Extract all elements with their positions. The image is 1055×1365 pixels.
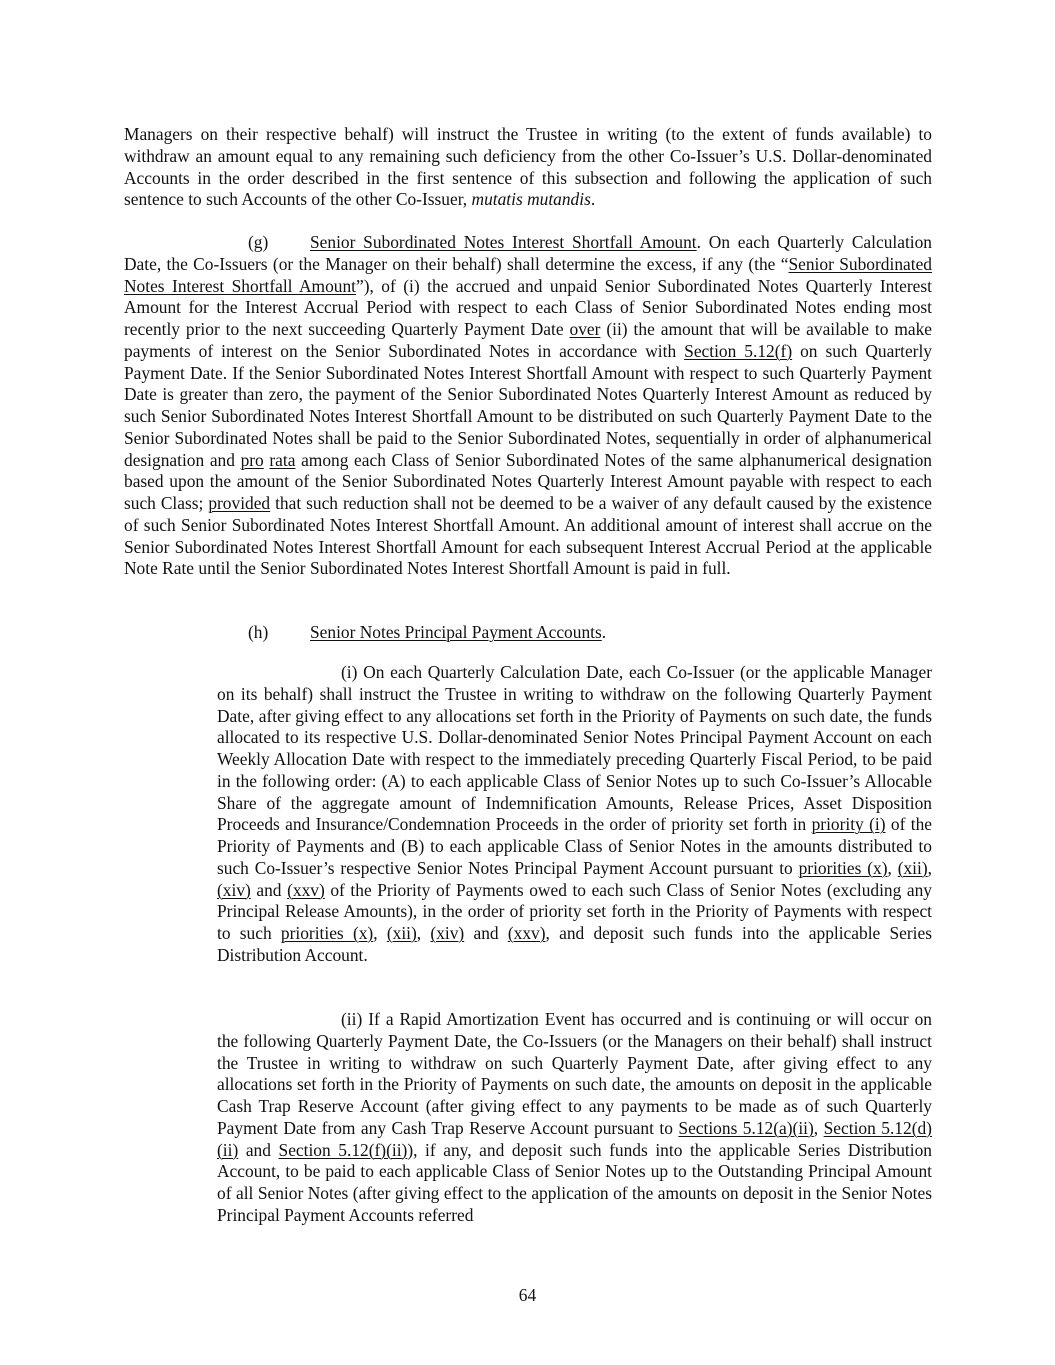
section-reference: Sections 5.12(a)(ii) [678, 1117, 814, 1138]
priority-reference: (xxv) [507, 923, 546, 943]
defined-term: Senior Subordinated Notes Interest Shortfall Amount [124, 253, 932, 296]
priority-reference: priorities (x) [798, 857, 888, 878]
section-g-heading: Senior Subordinated Notes Interest Shortfall Amount [310, 232, 697, 252]
section-h-heading-paragraph: (h) Senior Notes Principal Payment Accounts. [248, 622, 607, 642]
priority-reference: priority (i) [811, 814, 886, 835]
priority-reference: (xiv) [217, 879, 251, 900]
section-g-paragraph: (g) Senior Subordinated Notes Interest Shortfall Amount. On each Quarterly Calculation Date, the Co-Issuers (or the Manager on their behalf) shall determine the excess, if any (the “Senior Subordinated Notes Interest Shortfall Amount”), of (i) the accrued and unpaid Senior Subordinated Notes Quarterly Interest Amount for the Interest Accrual Period with respect to each Class of Senior Subordinated Notes ending most recently prior to the next succeeding Quarterly Payment Date over (ii) the amount that will be available to make payments of interest on the Senior Subordinated Notes in accordance with Section 5.12(f) on such Quarterly Payment Date. If the Senior Subordinated Notes Interest Shortfall Amount with respect to such Quarterly Payment Date is greater than zero, the payment of the Senior Subordinated Notes Quarterly Interest Amount as reduced by such Senior Subordinated Notes Interest Shortfall Amount to be distributed on such Quarterly Payment Date to the Senior Subordinated Notes shall be paid to the Senior Subordinated Notes, sequentially in order of alphanumerical designation and pro rata among each Class of Senior Subordinated Notes of the same alphanumerical designation based upon the amount of the Senior Subordinated Notes Quarterly Interest Amount payable with respect to each such Class; provided that such reduction shall not be deemed to be a waiver of any default caused by the existence of such Senior Subordinated Notes Interest Shortfall Amount. An additional amount of interest shall accrue on the Senior Subordinated Notes Interest Shortfall Amount for each subsequent Interest Accrual Period at the applicable Note Rate until the Senior Subordinated Notes Interest Shortfall Amount is paid in full. [124, 232, 932, 579]
italic-phrase: mutatis mutandis [471, 189, 591, 210]
underlined-word: over [569, 319, 601, 339]
section-h-ii-paragraph: (ii) If a Rapid Amortization Event has occurred and is continuing or will occur on the following Quarterly Payment Date, the Co-Issuers (or the Managers on their behalf) shall instruct the Trustee in writing to withdraw on such Quarterly Payment Date, after giving effect to any allocations set forth in the Priority of Payments on such date, the amounts on deposit in the applicable Cash Trap Reserve Account (after giving effect to any payments to be made as of such Quarterly Payment Date from any Cash Trap Reserve Account pursuant to Sections 5.12(a)(ii), Section 5.12(d)(ii) and Section 5.12(f)(ii)), if any, and deposit such funds into the applicable Series Distribution Account, to be paid to each applicable Class of Senior Notes up to the Outstanding Principal Amount of all Senior Notes (after giving effect to the application of the amounts on deposit in the Senior Notes Principal Payment Accounts referred [217, 1009, 932, 1225]
priority-reference: (xiv) [430, 923, 465, 943]
underlined-word: rata [269, 449, 296, 470]
section-h-label: (h) [248, 622, 269, 642]
section-g-label: (g) [248, 232, 269, 252]
section-h-heading: Senior Notes Principal Payment Accounts [310, 622, 602, 642]
section-reference: Section 5.12(d)(ii) [217, 1117, 932, 1160]
section-reference: Section 5.12(f)(ii) [278, 1139, 408, 1160]
underlined-word: pro [240, 449, 264, 470]
section-h-i-label: (i) [341, 662, 358, 682]
underlined-word: provided [208, 493, 271, 513]
priority-reference: (xii) [386, 923, 417, 943]
page-number: 64 [518, 1285, 537, 1305]
section-reference: Section 5.12(f) [684, 340, 793, 361]
continuation-paragraph: Managers on their respective behalf) will instruct the Trustee in writing (to the extent of funds available) to withdraw an amount equal to any remaining such deficiency from the other Co-Issuer’s U.S. Dollar-denominated Accounts in the order described in the first sentence of this subsection and following the application of such sentence to such Accounts of the other Co-Issuer, mutatis mutandis. [124, 124, 932, 210]
priority-reference: (xii) [897, 857, 928, 878]
section-h-i-paragraph: (i) On each Quarterly Calculation Date, each Co-Issuer (or the applicable Manager on its behalf) shall instruct the Trustee in writing to withdraw on the following Quarterly Payment Date, after giving effect to any allocations set forth in the Priority of Payments on such date, the funds allocated to its respective U.S. Dollar-denominated Senior Notes Principal Payment Account on each Weekly Allocation Date with respect to the immediately preceding Quarterly Fiscal Period, to be paid in the following order: (A) to each applicable Class of Senior Notes up to such Co-Issuer’s Allocable Share of the aggregate amount of Indemnification Amounts, Release Prices, Asset Disposition Proceeds and Insurance/Condemnation Proceeds in the order of priority set forth in priority (i) of the Priority of Payments and (B) to each applicable Class of Senior Notes in the amounts distributed to such Co-Issuer’s respective Senior Notes Principal Payment Account pursuant to priorities (x), (xii), (xiv) and (xxv) of the Priority of Payments owed to each such Class of Senior Notes (excluding any Principal Release Amounts), in the order of priority set forth in the Priority of Payments with respect to such priorities (x), (xii), (xiv) and (xxv), and deposit such funds into the applicable Series Distribution Account. [217, 662, 932, 965]
section-h-ii-label: (ii) [341, 1009, 363, 1029]
priority-reference: priorities (x) [280, 923, 374, 943]
priority-reference: (xxv) [287, 879, 325, 900]
